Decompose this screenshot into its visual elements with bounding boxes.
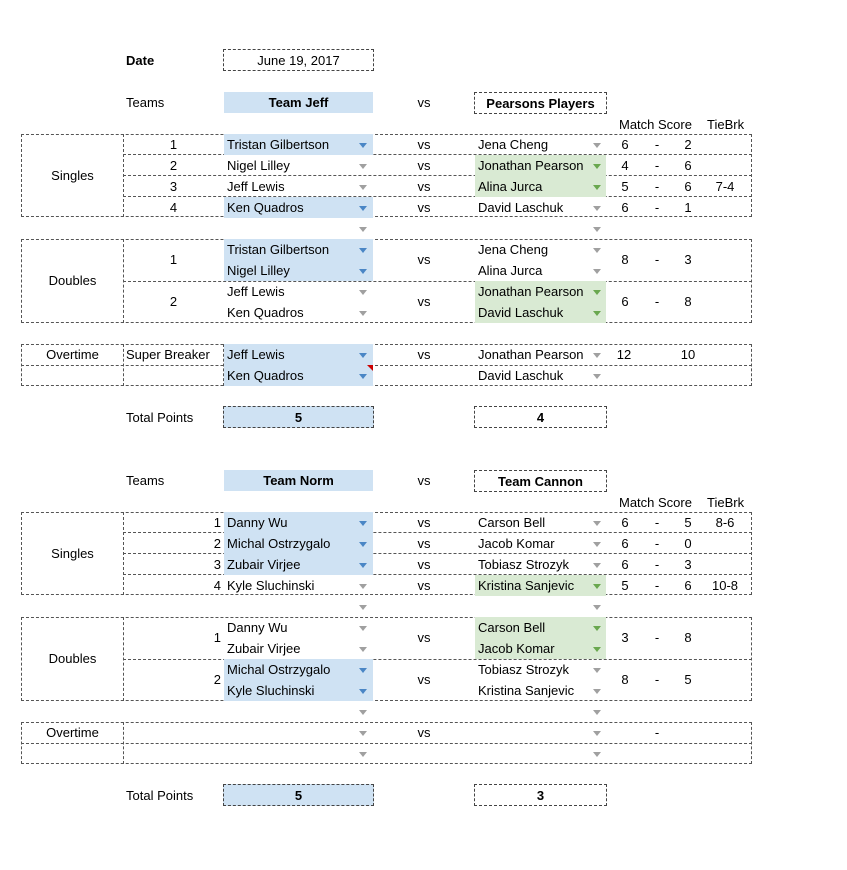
dropdown-arrow-icon[interactable]: [593, 206, 601, 211]
row-number: 1: [169, 252, 178, 267]
vs-label: vs: [417, 473, 431, 488]
away-player-select[interactable]: Tobiasz Strozyk: [478, 662, 570, 677]
vs-label: vs: [417, 252, 431, 267]
score-away[interactable]: 2: [684, 137, 692, 152]
score-home[interactable]: 6: [621, 294, 629, 309]
away-player-select[interactable]: Carson Bell: [475, 617, 606, 638]
dropdown-arrow-icon[interactable]: [359, 731, 367, 736]
match-score-header: Match Score: [619, 495, 692, 510]
vs-label: vs: [417, 578, 431, 593]
score-home[interactable]: 6: [621, 557, 629, 572]
away-player-select[interactable]: Carson Bell: [478, 515, 546, 530]
home-player-select[interactable]: Nigel Lilley: [227, 158, 290, 173]
score-away[interactable]: 6: [684, 179, 692, 194]
home-total-points: 5: [223, 784, 374, 806]
away-player-select[interactable]: Alina Jurca: [475, 176, 606, 197]
score-home[interactable]: 3: [621, 630, 629, 645]
dropdown-arrow-icon[interactable]: [359, 668, 367, 673]
vs-label: vs: [417, 725, 431, 740]
total-points-label: Total Points: [126, 788, 194, 803]
dropdown-arrow-icon[interactable]: [593, 290, 601, 295]
home-player-select[interactable]: Jeff Lewis: [224, 344, 373, 365]
score-dash: -: [654, 672, 660, 687]
overtime-label: Overtime: [46, 347, 99, 362]
home-team-name[interactable]: Team Norm: [224, 470, 373, 491]
score-away[interactable]: 8: [684, 630, 692, 645]
home-player-select[interactable]: Tristan Gilbertson: [224, 239, 373, 260]
dropdown-arrow-icon[interactable]: [593, 269, 601, 274]
date-label: Date: [126, 53, 155, 68]
dropdown-arrow-icon[interactable]: [593, 164, 601, 169]
home-player-select[interactable]: Michal Ostrzygalo: [224, 659, 373, 680]
total-points-label: Total Points: [126, 410, 194, 425]
dropdown-arrow-icon[interactable]: [593, 689, 601, 694]
home-team-name[interactable]: Team Jeff: [224, 92, 373, 113]
dropdown-arrow-icon[interactable]: [593, 752, 601, 757]
away-player-select[interactable]: Jonathan Pearson: [475, 281, 606, 302]
score-home[interactable]: 6: [621, 200, 629, 215]
away-total-points: 4: [474, 406, 607, 428]
dropdown-arrow-icon[interactable]: [593, 563, 601, 568]
singles-label: Singles: [51, 168, 94, 183]
dropdown-arrow-icon[interactable]: [593, 542, 601, 547]
score-home[interactable]: 8: [621, 672, 629, 687]
row-number: 2: [213, 672, 221, 687]
home-player-select[interactable]: Nigel Lilley: [224, 260, 373, 281]
score-home[interactable]: 6: [621, 137, 629, 152]
dropdown-arrow-icon[interactable]: [593, 668, 601, 673]
dropdown-arrow-icon[interactable]: [359, 143, 367, 148]
dropdown-arrow-icon[interactable]: [359, 752, 367, 757]
row-number: 2: [169, 158, 178, 173]
dropdown-arrow-icon[interactable]: [593, 143, 601, 148]
dropdown-arrow-icon[interactable]: [593, 227, 601, 232]
date-field[interactable]: June 19, 2017: [223, 49, 374, 71]
dropdown-arrow-icon[interactable]: [359, 248, 367, 253]
doubles-label: Doubles: [48, 651, 97, 666]
home-player-select[interactable]: Jeff Lewis: [227, 179, 285, 194]
dropdown-arrow-icon[interactable]: [359, 374, 367, 379]
away-player-select[interactable]: Jonathan Pearson: [475, 155, 606, 176]
super-breaker-label: Super Breaker: [126, 347, 210, 362]
score-dash: -: [654, 252, 660, 267]
dropdown-arrow-icon[interactable]: [593, 647, 601, 652]
row-number: 2: [213, 536, 221, 551]
vs-label: vs: [417, 347, 431, 362]
away-player-select[interactable]: Jacob Komar: [478, 536, 555, 551]
tiebreak-score[interactable]: 8-6: [715, 515, 735, 530]
dropdown-arrow-icon[interactable]: [593, 353, 601, 358]
teams-label: Teams: [126, 473, 165, 488]
score-away[interactable]: 5: [684, 515, 692, 530]
dropdown-arrow-icon[interactable]: [593, 626, 601, 631]
dropdown-arrow-icon[interactable]: [359, 290, 367, 295]
overtime-label: Overtime: [46, 725, 99, 740]
tiebreak-header: TieBrk: [707, 495, 745, 510]
home-player-select[interactable]: Danny Wu: [227, 620, 288, 635]
dropdown-arrow-icon[interactable]: [359, 521, 367, 526]
score-home[interactable]: 5: [621, 179, 629, 194]
dropdown-arrow-icon[interactable]: [359, 227, 367, 232]
score-away[interactable]: 3: [684, 557, 692, 572]
away-player-select[interactable]: David Laschuk: [478, 200, 564, 215]
dropdown-arrow-icon[interactable]: [593, 521, 601, 526]
score-home[interactable]: 12: [616, 347, 632, 362]
away-player-select[interactable]: David Laschuk: [475, 302, 606, 323]
home-player-select[interactable]: Tristan Gilbertson: [224, 134, 373, 155]
score-dash: -: [654, 179, 660, 194]
away-team-name[interactable]: Team Cannon: [474, 470, 607, 492]
away-player-select[interactable]: Kristina Sanjevic: [475, 575, 606, 596]
tiebreak-score[interactable]: 10-8: [711, 578, 739, 593]
score-dash: -: [654, 515, 660, 530]
score-away[interactable]: 1: [684, 200, 692, 215]
vs-label: vs: [417, 95, 431, 110]
home-total-points: 5: [223, 406, 374, 428]
away-player-select[interactable]: Kristina Sanjevic: [478, 683, 575, 698]
score-dash: -: [654, 725, 660, 740]
dropdown-arrow-icon[interactable]: [359, 626, 367, 631]
score-away[interactable]: 6: [684, 578, 692, 593]
score-dash: -: [654, 200, 660, 215]
vs-label: vs: [417, 200, 431, 215]
away-team-name[interactable]: Pearsons Players: [474, 92, 607, 114]
away-player-select[interactable]: Jena Cheng: [478, 242, 549, 257]
away-player-select[interactable]: Jacob Komar: [475, 638, 606, 659]
score-dash: -: [654, 557, 660, 572]
vs-label: vs: [417, 536, 431, 551]
home-player-select[interactable]: Ken Quadros: [227, 305, 304, 320]
home-player-select[interactable]: Zubair Virjee: [224, 554, 373, 575]
home-player-select[interactable]: Danny Wu: [224, 512, 373, 533]
dropdown-arrow-icon[interactable]: [359, 206, 367, 211]
vs-label: vs: [417, 515, 431, 530]
dropdown-arrow-icon[interactable]: [359, 689, 367, 694]
dropdown-arrow-icon[interactable]: [593, 311, 601, 316]
vs-label: vs: [417, 158, 431, 173]
home-player-select[interactable]: Ken Quadros: [224, 365, 373, 386]
away-player-select[interactable]: David Laschuk: [478, 368, 564, 383]
away-player-select[interactable]: Jonathan Pearson: [478, 347, 584, 362]
dropdown-arrow-icon[interactable]: [593, 605, 601, 610]
singles-label: Singles: [51, 546, 94, 561]
score-dash: -: [654, 294, 660, 309]
vs-label: vs: [417, 137, 431, 152]
vs-label: vs: [417, 557, 431, 572]
away-player-select[interactable]: Alina Jurca: [478, 263, 543, 278]
dropdown-arrow-icon[interactable]: [359, 311, 367, 316]
home-player-select[interactable]: Kyle Sluchinski: [224, 680, 373, 701]
vs-label: vs: [417, 294, 431, 309]
dropdown-arrow-icon[interactable]: [359, 710, 367, 715]
dropdown-arrow-icon[interactable]: [359, 563, 367, 568]
home-player-select[interactable]: Zubair Virjee: [227, 641, 301, 656]
row-number: 2: [169, 294, 178, 309]
score-away[interactable]: 6: [684, 158, 692, 173]
score-home[interactable]: 5: [621, 578, 629, 593]
dropdown-arrow-icon[interactable]: [593, 374, 601, 379]
dropdown-arrow-icon[interactable]: [593, 185, 601, 190]
tiebreak-header: TieBrk: [707, 117, 745, 132]
score-dash: -: [654, 536, 660, 551]
dropdown-arrow-icon[interactable]: [593, 248, 601, 253]
score-dash: -: [654, 158, 660, 173]
dropdown-arrow-icon[interactable]: [359, 542, 367, 547]
away-total-points: 3: [474, 784, 607, 806]
match-score-header: Match Score: [619, 117, 692, 132]
home-player-select[interactable]: Kyle Sluchinski: [227, 578, 315, 593]
score-dash: -: [654, 137, 660, 152]
score-home[interactable]: 8: [621, 252, 629, 267]
dropdown-arrow-icon[interactable]: [593, 731, 601, 736]
away-player-select[interactable]: Tobiasz Strozyk: [478, 557, 570, 572]
home-player-select[interactable]: Michal Ostrzygalo: [224, 533, 373, 554]
vs-label: vs: [417, 630, 431, 645]
teams-label: Teams: [126, 95, 165, 110]
score-away[interactable]: 8: [684, 294, 692, 309]
row-number: 4: [169, 200, 178, 215]
row-number: 3: [169, 179, 178, 194]
score-home[interactable]: 4: [621, 158, 629, 173]
home-player-select[interactable]: Jeff Lewis: [227, 284, 285, 299]
dropdown-arrow-icon[interactable]: [359, 164, 367, 169]
vs-label: vs: [417, 672, 431, 687]
dropdown-arrow-icon[interactable]: [359, 269, 367, 274]
dropdown-arrow-icon[interactable]: [593, 584, 601, 589]
dropdown-arrow-icon[interactable]: [359, 605, 367, 610]
row-number: 1: [213, 630, 221, 645]
score-away[interactable]: 3: [684, 252, 692, 267]
dropdown-arrow-icon[interactable]: [359, 647, 367, 652]
dropdown-arrow-icon[interactable]: [359, 584, 367, 589]
score-dash: -: [654, 578, 660, 593]
score-away[interactable]: 5: [684, 672, 692, 687]
tiebreak-score[interactable]: 7-4: [715, 179, 735, 194]
vs-label: vs: [417, 179, 431, 194]
home-player-select[interactable]: Ken Quadros: [224, 197, 373, 218]
dropdown-arrow-icon[interactable]: [359, 353, 367, 358]
doubles-label: Doubles: [48, 273, 97, 288]
row-number: 4: [213, 578, 221, 593]
score-home[interactable]: 6: [621, 515, 629, 530]
dropdown-arrow-icon[interactable]: [359, 185, 367, 190]
row-number: 1: [169, 137, 178, 152]
score-home[interactable]: 6: [621, 536, 629, 551]
score-away[interactable]: 0: [684, 536, 692, 551]
score-dash: -: [654, 630, 660, 645]
away-player-select[interactable]: Jena Cheng: [478, 137, 549, 152]
row-number: 3: [213, 557, 221, 572]
row-number: 1: [213, 515, 221, 530]
comment-indicator-icon[interactable]: [367, 365, 373, 371]
dropdown-arrow-icon[interactable]: [593, 710, 601, 715]
score-away[interactable]: 10: [680, 347, 696, 362]
